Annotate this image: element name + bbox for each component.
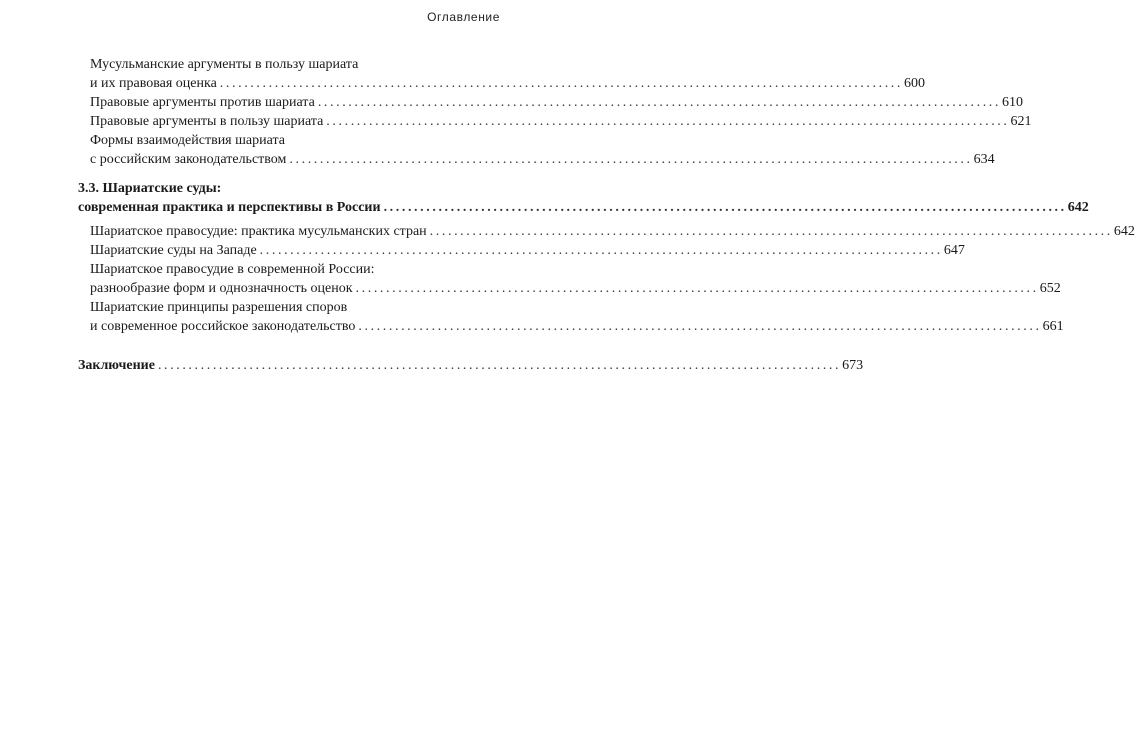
toc-page-number: 642 — [1067, 200, 1089, 215]
toc-entry-title: Правовые аргументы против шариата — [90, 95, 315, 110]
dot-leader: ................................................................................................................ — [429, 224, 1113, 239]
toc-page-number: 652 — [1039, 281, 1061, 296]
toc-page-number: 661 — [1042, 319, 1064, 334]
table-of-contents — [78, 55, 1135, 375]
toc-entry-title: разнообразие форм и однозначность оценок — [90, 281, 353, 296]
toc-entry-title-line: Шариатские принципы разрешения споров — [90, 300, 348, 315]
toc-entry[interactable] — [90, 260, 1061, 298]
toc-entry-title: и современное российское законодательство — [90, 319, 356, 334]
toc-page-number: 600 — [904, 76, 925, 91]
toc-conclusion-entry[interactable] — [78, 356, 864, 375]
toc-section-title-line: 3.3. Шариатские суды: — [78, 181, 222, 196]
toc-entry[interactable] — [90, 55, 925, 93]
toc-entry-title-line: Шариатское правосудие в современной России: — [90, 262, 375, 277]
dot-leader: ................................................................................................................ — [157, 358, 842, 373]
toc-entry-title: Шариатское правосудие: практика мусульманских стран — [90, 224, 427, 239]
toc-page-number: 610 — [1002, 95, 1024, 110]
dot-leader: ................................................................................................................ — [383, 200, 1067, 215]
dot-leader: ................................................................................................................ — [219, 76, 903, 91]
dot-leader: ................................................................................................................ — [259, 243, 943, 258]
toc-entry-title: и их правовая оценка — [90, 76, 217, 91]
dot-leader: ................................................................................................................ — [317, 95, 1002, 110]
toc-entry[interactable] — [90, 222, 1135, 241]
toc-page-number: 647 — [943, 243, 965, 258]
toc-entry-title-line: Формы взаимодействия шариата — [90, 133, 285, 148]
toc-entry[interactable] — [90, 298, 1064, 336]
toc-section-entry[interactable] — [78, 179, 1089, 217]
toc-section-title: современная практика и перспективы в России — [78, 200, 381, 215]
toc-page-number: 621 — [1010, 114, 1032, 129]
dot-leader: ................................................................................................................ — [326, 114, 1010, 129]
dot-leader: ................................................................................................................ — [358, 319, 1042, 334]
toc-section-title: Заключение — [78, 358, 155, 373]
toc-entry[interactable] — [90, 93, 1024, 112]
toc-entry[interactable] — [90, 241, 965, 260]
toc-entry-title: Правовые аргументы в пользу шариата — [90, 114, 324, 129]
toc-page-number: 642 — [1113, 224, 1135, 239]
toc-page-number: 673 — [842, 358, 864, 373]
dot-leader: ................................................................................................................ — [355, 281, 1039, 296]
dot-leader: ................................................................................................................ — [289, 152, 973, 167]
toc-entry-title: с российским законодательством — [90, 152, 287, 167]
toc-page-number: 634 — [973, 152, 995, 167]
running-header: Оглавление — [427, 10, 500, 24]
toc-entry[interactable] — [90, 131, 995, 169]
toc-entry[interactable] — [90, 112, 1032, 131]
toc-entry-title: Шариатские суды на Западе — [90, 243, 257, 258]
toc-entry-title-line: Мусульманские аргументы в пользу шариата — [90, 57, 359, 72]
